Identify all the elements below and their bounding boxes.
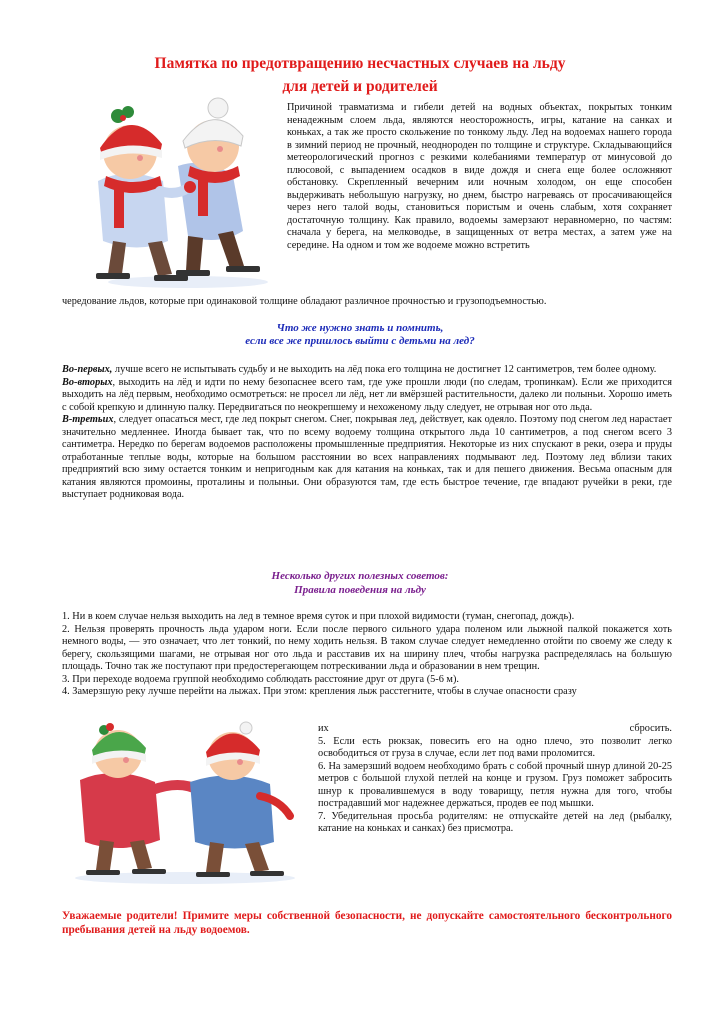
rule-6: 6. На замерзший водоем необходимо брать с собой прочный шнур длиной 20-25 метров с большой глухой петлей на конце и грузом. Груз поможет забросить шнур к провалившемуся в воду товарищу, петля нужна для того, чтобы пострадавший мог надежнее держаться, продев ее под мышки.	[318, 760, 672, 809]
rule-7: 7. Убедительная просьба родителям: не отпускайте детей на лед (рыбалку, катание на коньках и санках) без присмотра.	[318, 810, 672, 834]
skating-kids-illustration-2	[60, 720, 312, 886]
tips-heading-line1: Несколько других полезных советов:	[271, 570, 449, 582]
question-heading-line1: Что же нужно знать и помнить,	[276, 322, 444, 334]
rule-2: 2. Нельзя проверять прочность льда ударом ноги. Если после первого сильного удара поленом или лыжной палкой покажется хоть немного воды, — это означает, что лет тонкий, по нему ходить нельзя. В таком случае следует немедленно отойти по своему же следу к берегу, скользящими шагами, не отрывая ног ото льда и расставив их на ширину плеч, чтобы нагрузка распределялась на большую площадь. Точно так же поступают при предостерегающем потрескивании льда и образовании в нем трещин.	[62, 623, 672, 672]
advice-first-text: лучше всего не испытывать судьбу и не выходить на лёд пока его толщина не достигнет 12 сантиметров, тем более одному.	[112, 364, 657, 375]
tips-heading-line2: Правила поведения на льду	[294, 584, 426, 596]
skating-kids-illustration	[58, 96, 280, 292]
intro-paragraph: Причиной травматизма и гибели детей на водных объектах, покрытых тонким ненадежным слоем льда, являются неосторожность, игры, катание на санках и коньках, а так же просто скольжение по тонкому льду. Лед на водоемах нашего города в зимний период не прочный, неоднороден по толщине и структуре. Складывающийся метеорологический прогноз с резкими колебаниями температур от минусовой до плюсовой, с выпадением осадков в виде дождя и снега еще более осложняют обстановку. Скрепленный вечерним или ночным холодом, он еще способен выдерживать небольшую нагрузку, но днем, быстро нагреваясь от просачивающейся через него талой воды, становиться пористым и очень слабым, хотя сохраняет достаточную толщину. Как правило, водоемы замерзают неравномерно, по частям: сначала у берега, на мелководье, в защищенных от ветра местах, а затем уже на середине. На одном и том же водоеме можно встретить	[287, 102, 672, 251]
advice-second-text: , выходить на лёд и идти по нему безопаснее всего там, где уже прошли люди (по следам, тропинкам). Если же приходится выходить на лёд первым, необходимо осмотреться: не просел ли лёд, нет ли вмёрзшей растительности, далеко ли полыньи. Хорошо иметь с собой крепкую и длинную палку. Передвигаться по неокрепшему и нехоженому льду следует, не отрывая ног ото льда.	[62, 376, 672, 413]
rule-4: 4. Замерзшую реку лучше перейти на лыжах. При этом: крепления лыж расстегните, чтобы в случае опасности сразу	[62, 686, 577, 697]
rules-list-side	[318, 723, 672, 836]
rules-list-top	[62, 611, 672, 699]
advice-block	[62, 364, 672, 502]
rule-5: 5. Если есть рюкзак, повесить его на одно плечо, это позволит легко освободиться от груза в случае, если лет под вами проломится.	[318, 735, 672, 759]
rule-4-end: их сбросить.	[318, 723, 672, 734]
final-warning: Уважаемые родители! Примите меры собственной безопасности, не допускайте самостоятельного бесконтрольного пребывания детей на льду водоемов.	[62, 910, 672, 936]
advice-second-lead: Во-вторых	[62, 376, 113, 388]
rule-3: 3. При переходе водоема группой необходимо соблюдать расстояние друг от друга (5-6 м).	[62, 673, 459, 685]
intro-paragraph-tail: чередование льдов, которые при одинаковой толщине обладают различное прочностью и грузоподъемностью.	[62, 296, 547, 307]
rule-1: 1. Ни в коем случае нельзя выходить на лед в темное время суток и при плохой видимости (туман, снегопад, дождь).	[62, 611, 575, 622]
page-title: Памятка по предотвращению несчастных случаев на льду	[154, 55, 566, 72]
advice-third-text: , следует опасаться мест, где лед покрыт снегом. Снег, покрывая лед, действует, как одеяло. Поэтому под снегом лед нарастает значительно медленнее. Иногда бывает так, что по всему водоему толщина открытого льда 10 сантиметров, а под снегом всего 3 сантиметра. Нередко по берегам водоемов расположены промышленные предприятия. Некоторые из них спускают в реки, озера и пруды отработанные теплые воды, которые на большом расстоянии во всех направлениях подмывают лед. Поэтому лед вблизи таких предприятий всю зиму остается тонким и непригодным как для катания на коньках, так и для пешего движения. Весьма опасным для катания являются промоины, проталины и полыньи. Они образуются там, где есть быстрое течение, где впадают ручейки в реки, где выступает родниковая вода.	[62, 414, 672, 500]
advice-first-lead: Во-первых,	[62, 364, 113, 375]
page-subtitle: для детей и родителей	[282, 78, 438, 95]
question-heading-line2: если все же пришлось выйти с детьми на лед?	[245, 335, 475, 347]
advice-third-lead: В-третьих	[62, 414, 114, 425]
